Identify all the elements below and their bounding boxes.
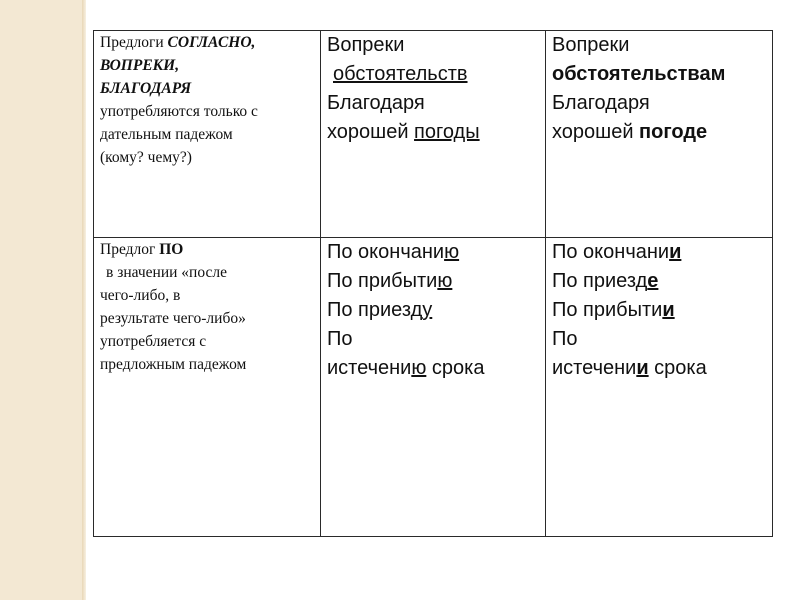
correct-example-cell [546, 31, 773, 238]
example-line: По [327, 328, 353, 350]
example-line [327, 60, 539, 89]
example-line: Благодаря [552, 92, 650, 114]
example-line [552, 354, 766, 383]
example-line [552, 238, 766, 267]
rule-line: употребляется с [100, 333, 207, 350]
wrong-example-cell [321, 238, 546, 537]
correct-example-cell [546, 238, 773, 537]
wrong-ending: ю [444, 241, 460, 263]
table-row [94, 238, 773, 537]
rule-cell-dative [94, 31, 321, 238]
example-line [327, 354, 539, 383]
preposition-po: ПО [159, 241, 184, 258]
preposition-blagodarya: БЛАГОДАРЯ [100, 80, 192, 97]
correct-ending: е [647, 270, 659, 292]
example-text: срока [426, 357, 485, 379]
example-text: истечени [552, 357, 637, 379]
preposition-soglasno: СОГЛАСНО, [167, 34, 256, 51]
rule-cell-po [94, 238, 321, 537]
example-text: По окончани [327, 241, 445, 263]
rule-line [100, 31, 314, 54]
example-line [327, 267, 539, 296]
grammar-table [93, 30, 773, 537]
rule-line [100, 238, 314, 261]
example-text: По прибыти [552, 299, 663, 321]
example-text: По приезд [327, 299, 423, 321]
example-text: По прибыти [327, 270, 438, 292]
wrong-ending: обстоятельств [333, 63, 468, 85]
example-line [327, 118, 539, 147]
correct-ending: и [662, 299, 675, 321]
correct-ending: и [669, 241, 682, 263]
example-line: Благодаря [327, 92, 425, 114]
example-text: хорошей [552, 121, 640, 143]
rule-line: (кому? чему?) [100, 149, 192, 166]
correct-ending: и [636, 357, 649, 379]
wrong-ending: у [422, 299, 433, 321]
example-line [327, 238, 539, 267]
wrong-ending: ю [437, 270, 453, 292]
example-line [552, 267, 766, 296]
rule-line: результате чего-либо» [100, 310, 246, 327]
wrong-example-cell [321, 31, 546, 238]
example-text: срока [648, 357, 707, 379]
rule-lead: Предлоги [100, 34, 168, 51]
rule-line: употребляются только с [100, 103, 258, 120]
rule-line: предложным падежом [100, 356, 247, 373]
correct-form: погоде [639, 121, 708, 143]
example-line [552, 118, 766, 147]
preposition-vopreki: ВОПРЕКИ, [100, 57, 180, 74]
decorative-side-strip [0, 0, 86, 600]
example-line: По [552, 328, 578, 350]
correct-form: обстоятельствам [552, 63, 726, 85]
example-line [552, 296, 766, 325]
rule-line: в значении «после [106, 264, 227, 281]
example-text: По окончани [552, 241, 670, 263]
example-line: Вопреки [552, 34, 630, 56]
wrong-ending: ю [411, 357, 427, 379]
rule-line: чего-либо, в [100, 287, 181, 304]
table-row [94, 31, 773, 238]
rule-line: дательным падежом [100, 126, 233, 143]
example-text: истечени [327, 357, 412, 379]
example-text: По приезд [552, 270, 648, 292]
rule-lead: Предлог [100, 241, 160, 258]
example-line [327, 296, 539, 325]
wrong-ending: погоды [414, 121, 480, 143]
example-line: Вопреки [327, 34, 405, 56]
example-text: хорошей [327, 121, 415, 143]
